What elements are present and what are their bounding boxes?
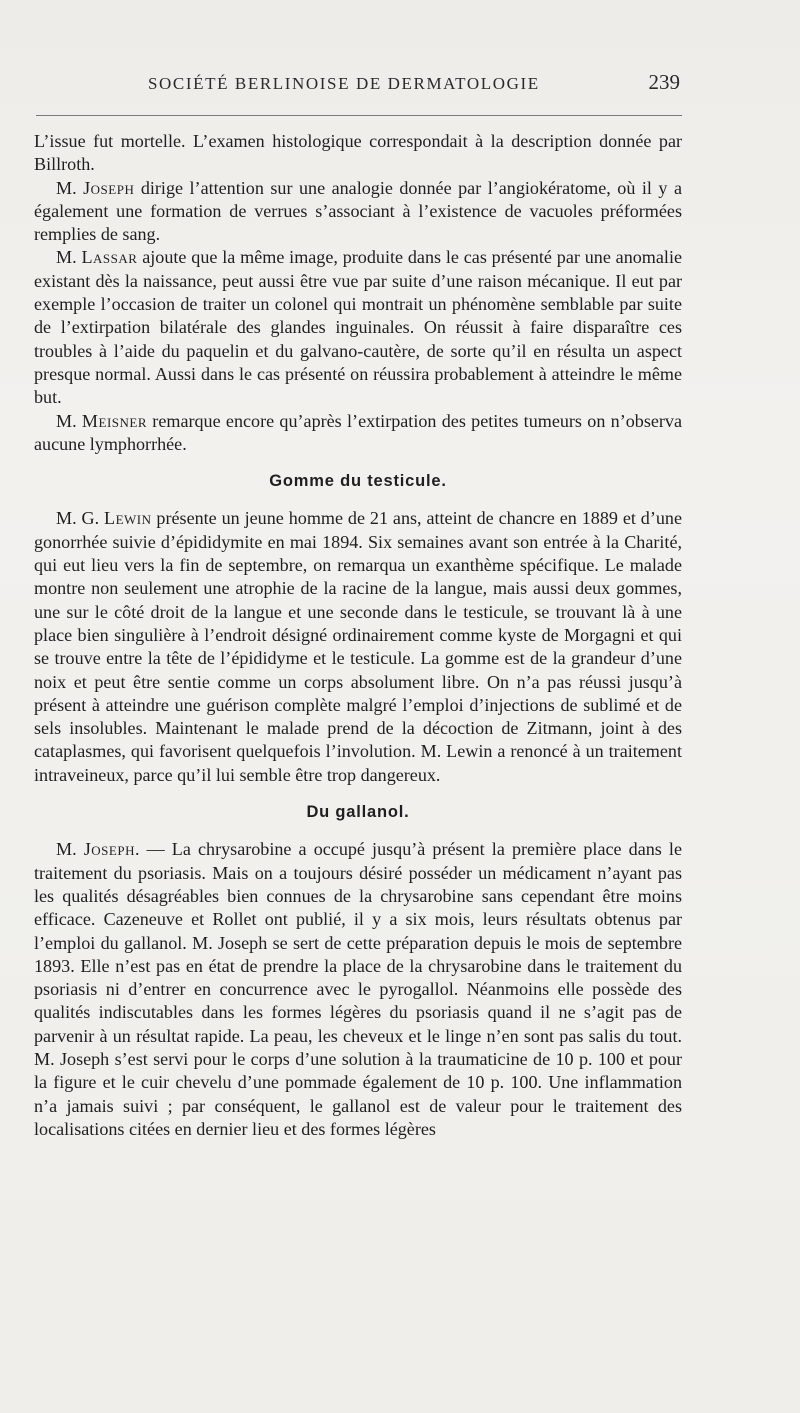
speaker-name: Lassar xyxy=(81,247,138,268)
speaker-prefix: M. xyxy=(56,410,82,431)
speaker-prefix: M. xyxy=(56,839,84,860)
running-header xyxy=(148,72,680,102)
paragraph-lassar xyxy=(34,246,682,409)
section-heading-gomme: Gomme du testicule. xyxy=(269,472,447,491)
section-heading-gallanol: Du gallanol. xyxy=(306,803,410,822)
paragraph-text: présente un jeune homme de 21 ans, atteint de chancre en 1889 et d’une gonorrhée suivie d’épididymite en mai 1894. Six semaines avant son entrée à la Charité, qui eut lieu vers la fin de septembre, on remarqua un exanthème spécifique. Le malade montre non seulement une atrophie de la racine de la langue, mais aussi deux gommes, une sur le côté droit de la langue et une seconde dans le testicule, se trouvant là à une place bien singulière à l’endroit désigné ordinairement comme kyste de Morgagni et qui se trouve entre la tête de l’épididyme et le testicule. La gomme est de la grandeur d’une noix et peut être sentie comme un corps absolument libre. On n’a pas réussi jusqu’à présent à atteindre une guérison complète malgré l’emploi d’injections de sublimé et de sels insolubles. Maintenant le malade prend de la décoction de Zitmann, joint à des cataplasmes, qui favorisent quelquefois l’involution. M. Lewin a renoncé à un traitement intraveineux, parce qu’il lui semble être trop dangereux. xyxy=(34,508,682,785)
header-rule xyxy=(36,115,682,116)
paragraph-joseph xyxy=(34,177,682,247)
speaker-name: Meisner xyxy=(81,410,148,431)
paragraph-meisner xyxy=(34,410,682,457)
speaker-name: Lewin xyxy=(104,508,152,529)
speaker-name: Joseph xyxy=(83,177,135,198)
speaker-prefix: M. xyxy=(56,247,82,268)
body-text xyxy=(34,130,682,1141)
paragraph-text: . — La chrysarobine a occupé jusqu’à présent la première place dans le traitement du psoriasis. Mais on a toujours désiré posséder un médicament n’ayant pas les qualités désagréables bien connues de la chrysarobine sans cependant être moins efficace. Cazeneuve et Rollet ont publié, il y a six mois, leurs résultats obtenus par l’emploi du gallanol. M. Joseph se sert de cette préparation depuis le mois de septembre 1893. Elle n’est pas en état de prendre la place de la chrysarobine dans le traitement du psoriasis ni d’entrer en concurrence avec le pyrogallol. Néanmoins elle possède des qualités indiscutables dans les formes légères du psoriasis quand il ne s’agit pas de parvenir à un résultat rapide. La peau, les cheveux et le linge n’en sont pas salis du tout. M. Joseph s’est servi pour le corps d’une solution à la traumaticine de 10 p. 100 et pour la figure et le cuir chevelu d’une pommade également de 10 p. 100. Une inflammation n’a jamais suivi ; par conséquent, le gallanol est de valeur pour le traitement des localisations citées en dernier lieu et des formes légères xyxy=(34,839,682,1139)
paragraph-text: remarque encore qu’après l’extirpation des petites tumeurs on n’observa aucune lymphorrhée. xyxy=(34,410,683,454)
running-title: SOCIÉTÉ BERLINOISE DE DERMATOLOGIE xyxy=(148,74,540,93)
paragraph-lewin xyxy=(34,507,682,787)
paragraph-text: ajoute que la même image, produite dans le cas présenté par une anomalie existant dès la naissance, peut aussi être vue par suite d’une raison mécanique. Il eut par exemple l’occasion de traiter un colonel qui montrait un phénomène semblable par suite de l’extirpation bilatérale des glandes inguinales. On réussit à faire disparaître ces troubles à l’aide du paquelin et du galvano-cautère, de sorte qu’il en résulta un aspect presque normal. Aussi dans le cas présenté on réussira probablement à atteindre le même but. xyxy=(34,247,682,408)
speaker-name: Joseph xyxy=(83,839,135,860)
speaker-prefix: M. G. xyxy=(56,508,105,529)
page-number: 239 xyxy=(648,70,680,94)
speaker-prefix: M. xyxy=(56,177,84,198)
paragraph-joseph-gallanol xyxy=(34,838,682,1141)
paragraph-conclusion: L’issue fut mortelle. L’examen histologique correspondait à la description donnée par Billroth. xyxy=(34,131,682,175)
paragraph-text: dirige l’attention sur une analogie donnée par l’angiokératome, où il y a également une formation de verrues s’associant à l’existence de vacuoles préformées remplies de sang. xyxy=(34,177,682,245)
